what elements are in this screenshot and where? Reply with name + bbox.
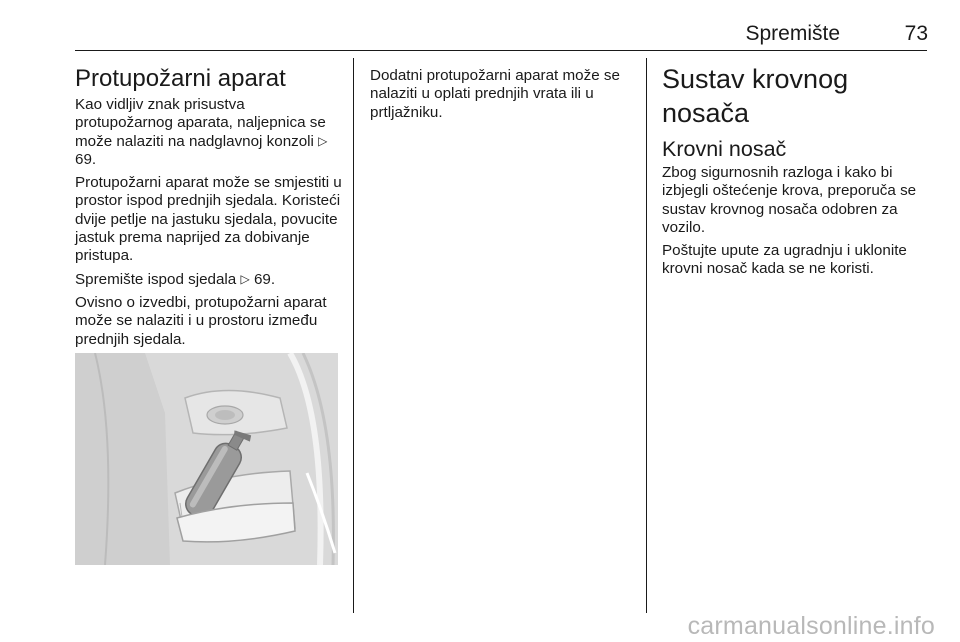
subheading-roof-rack: Krovni nosač bbox=[662, 137, 787, 161]
section-heading-fire-extinguisher: Protupožarni aparat bbox=[75, 65, 286, 92]
page-number: 73 bbox=[904, 22, 928, 45]
page-header-title: Spremište bbox=[745, 22, 840, 45]
header-rule bbox=[75, 50, 927, 51]
column-divider-1 bbox=[353, 58, 354, 613]
section-heading-roof-rack-system: Sustav krovnog nosača bbox=[662, 64, 849, 128]
column-roof-rack bbox=[662, 58, 930, 284]
paragraph-storage-reference: Spremište ispod sjedala ▷ 69. bbox=[75, 270, 276, 288]
fire-extinguisher-illustration bbox=[75, 353, 338, 565]
paragraph-under-seat: Protupožarni aparat može se smjestiti u prostor ispod prednjih sjedala. Koristeći dvije petlje na jastuku sjedala, povucite jastuk prema naprijed za dobivanje pristupa. bbox=[75, 174, 342, 265]
paragraph-roof-rack-safety: Zbog sigurnosnih razloga i kako bi izbjegli oštećenje krova, preporuča se sustav krovnog nosača odobren za vozilo. bbox=[662, 164, 917, 236]
triangle-right-icon: ▷ bbox=[318, 133, 328, 148]
page-reference-link[interactable]: 69. bbox=[253, 270, 276, 288]
paragraph-roof-rack-removal: Poštujte upute za ugradnju i uklonite krovni nosač kada se ne koristi. bbox=[662, 242, 907, 278]
paragraph-additional-extinguisher: Dodatni protupožarni aparat može se nalaziti u oplati prednjih vrata ili u prtljažniku. bbox=[370, 67, 620, 121]
paragraph-sticker: Kao vidljiv znak prisustva protupožarnog aparata, naljepnica se može nalaziti na nadglavnoj konzoli ▷ 69. bbox=[75, 96, 328, 168]
paragraph-between-seats: Ovisno o izvedbi, protupožarni aparat može se nalaziti i u prostoru između prednjih sjedala. bbox=[75, 293, 327, 348]
column-divider-2 bbox=[646, 58, 647, 613]
watermark[interactable]: carmanualsonline.info bbox=[687, 612, 935, 640]
page-reference-link[interactable]: 69. bbox=[75, 150, 97, 168]
column-additional-extinguisher bbox=[370, 58, 638, 127]
triangle-right-icon: ▷ bbox=[240, 271, 250, 286]
column-fire-extinguisher bbox=[75, 58, 345, 354]
